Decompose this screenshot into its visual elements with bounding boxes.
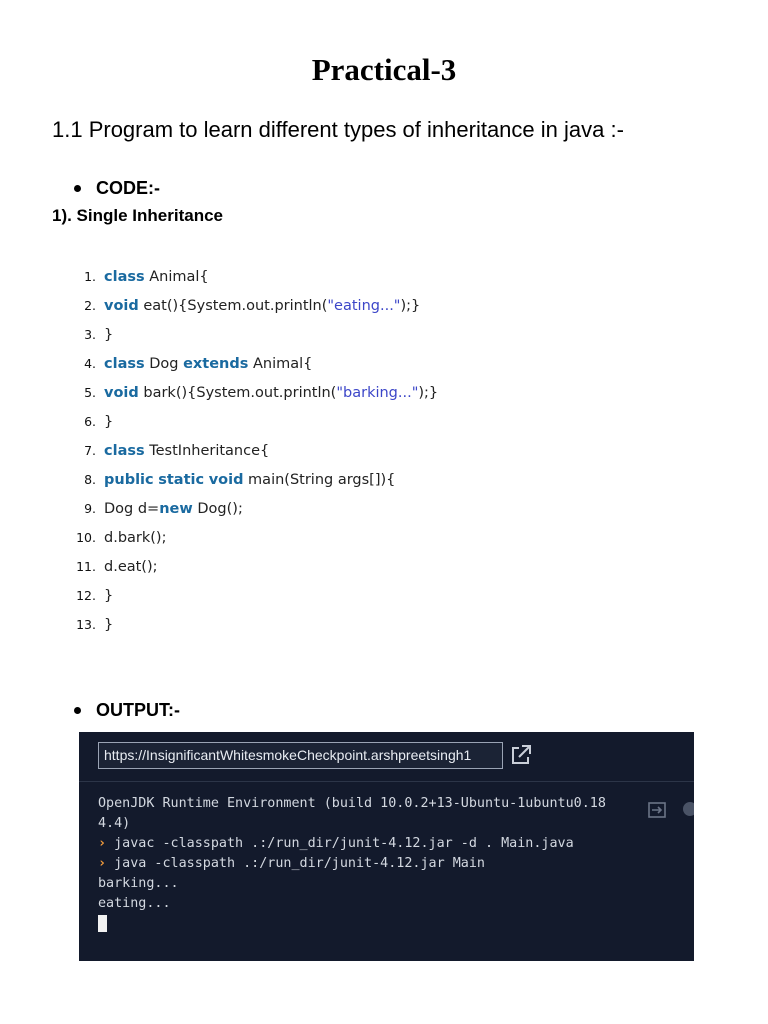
line-number: 11. xyxy=(76,559,96,574)
cursor-icon xyxy=(98,915,107,932)
code-keyword: void xyxy=(208,471,244,488)
terminal-text: eating... xyxy=(98,896,171,911)
external-link-icon[interactable] xyxy=(510,744,532,766)
code-keyword: class xyxy=(104,442,145,459)
line-number: 1. xyxy=(84,269,96,284)
terminal-console[interactable] xyxy=(98,794,694,934)
code-string: "barking..." xyxy=(336,384,419,401)
code-line xyxy=(56,262,438,291)
code-line xyxy=(56,436,438,465)
code-line xyxy=(56,407,438,436)
code-string: "eating..." xyxy=(327,297,401,314)
code-token: } xyxy=(104,326,114,343)
bullet-icon xyxy=(74,185,81,192)
code-token: );} xyxy=(418,384,439,401)
code-token: Animal{ xyxy=(248,355,313,372)
code-heading: CODE:- xyxy=(96,178,160,198)
bullet-icon xyxy=(74,707,81,714)
output-bullet xyxy=(74,700,180,721)
code-token: );} xyxy=(400,297,421,314)
terminal-line xyxy=(98,794,694,814)
code-keyword: public xyxy=(104,471,154,488)
code-text xyxy=(104,588,113,604)
terminal-text: OpenJDK Runtime Environment (build 10.0.2+13-Ubuntu-1ubuntu0.18 xyxy=(98,796,606,811)
line-number: 10. xyxy=(76,530,96,545)
terminal-cursor-line xyxy=(98,914,694,934)
code-token: TestInheritance{ xyxy=(144,442,270,459)
code-token: } xyxy=(104,587,114,604)
code-text xyxy=(104,414,113,430)
code-text xyxy=(104,443,269,459)
line-number: 13. xyxy=(76,617,96,632)
line-number: 12. xyxy=(76,588,96,603)
terminal-output-screenshot xyxy=(79,732,694,961)
line-number: 8. xyxy=(84,472,96,487)
code-line xyxy=(56,291,438,320)
line-number: 7. xyxy=(84,443,96,458)
code-token: main(String args[]){ xyxy=(243,471,396,488)
close-icon[interactable] xyxy=(683,802,694,816)
code-keyword: class xyxy=(104,355,145,372)
section-heading: 1). Single Inheritance xyxy=(52,206,223,225)
code-text xyxy=(104,472,395,488)
code-line xyxy=(56,494,438,523)
code-line xyxy=(56,378,438,407)
repl-url-field[interactable]: https://InsignificantWhitesmokeCheckpoint.arshpreetsingh1 xyxy=(98,742,503,769)
terminal-text: barking... xyxy=(98,876,179,891)
code-listing xyxy=(56,262,438,639)
line-number: 2. xyxy=(84,298,96,313)
terminal-text: java -classpath .:/run_dir/junit-4.12.jar Main xyxy=(114,856,485,871)
code-token: bark(){System.out.println( xyxy=(138,384,337,401)
line-number: 4. xyxy=(84,356,96,371)
code-token: } xyxy=(104,413,114,430)
code-bullet xyxy=(74,178,160,199)
code-text xyxy=(104,327,113,343)
code-line xyxy=(56,465,438,494)
terminal-divider xyxy=(79,781,694,782)
code-keyword: class xyxy=(104,268,145,285)
terminal-line xyxy=(98,814,694,834)
code-keyword: new xyxy=(159,500,193,517)
code-line xyxy=(56,523,438,552)
code-text xyxy=(104,530,166,546)
terminal-line xyxy=(98,834,694,854)
line-number: 3. xyxy=(84,327,96,342)
code-line xyxy=(56,320,438,349)
terminal-text: 4.4) xyxy=(98,816,131,831)
program-description: 1.1 Program to learn different types of inheritance in java :- xyxy=(52,117,624,142)
code-text xyxy=(104,385,438,401)
prompt-icon: › xyxy=(98,856,107,871)
code-token: d.eat(); xyxy=(104,558,158,575)
output-heading: OUTPUT:- xyxy=(96,700,180,720)
terminal-line xyxy=(98,854,694,874)
console-clear-icon[interactable] xyxy=(647,800,669,820)
code-text xyxy=(104,269,209,285)
terminal-line xyxy=(98,874,694,894)
line-number: 6. xyxy=(84,414,96,429)
page-title: Practical-3 xyxy=(311,52,457,87)
code-text xyxy=(104,559,158,575)
code-line xyxy=(56,349,438,378)
code-text xyxy=(104,356,312,372)
line-number: 5. xyxy=(84,385,96,400)
code-text xyxy=(104,298,420,314)
code-token: } xyxy=(104,616,114,633)
terminal-line xyxy=(98,894,694,914)
code-keyword: extends xyxy=(183,355,249,372)
code-token: Dog(); xyxy=(192,500,243,517)
code-text xyxy=(104,501,243,517)
line-number: 9. xyxy=(84,501,96,516)
code-token: Dog d= xyxy=(104,500,160,517)
code-line xyxy=(56,581,438,610)
code-token: Animal{ xyxy=(144,268,209,285)
code-token: Dog xyxy=(144,355,184,372)
code-token: d.bark(); xyxy=(104,529,167,546)
code-keyword: void xyxy=(104,297,139,314)
prompt-icon: › xyxy=(98,836,107,851)
terminal-text: javac -classpath .:/run_dir/junit-4.12.jar -d . Main.java xyxy=(114,836,574,851)
code-line xyxy=(56,552,438,581)
code-keyword: void xyxy=(104,384,139,401)
code-token: eat(){System.out.println( xyxy=(138,297,328,314)
code-text xyxy=(104,617,113,633)
code-line xyxy=(56,610,438,639)
code-keyword: static xyxy=(158,471,205,488)
